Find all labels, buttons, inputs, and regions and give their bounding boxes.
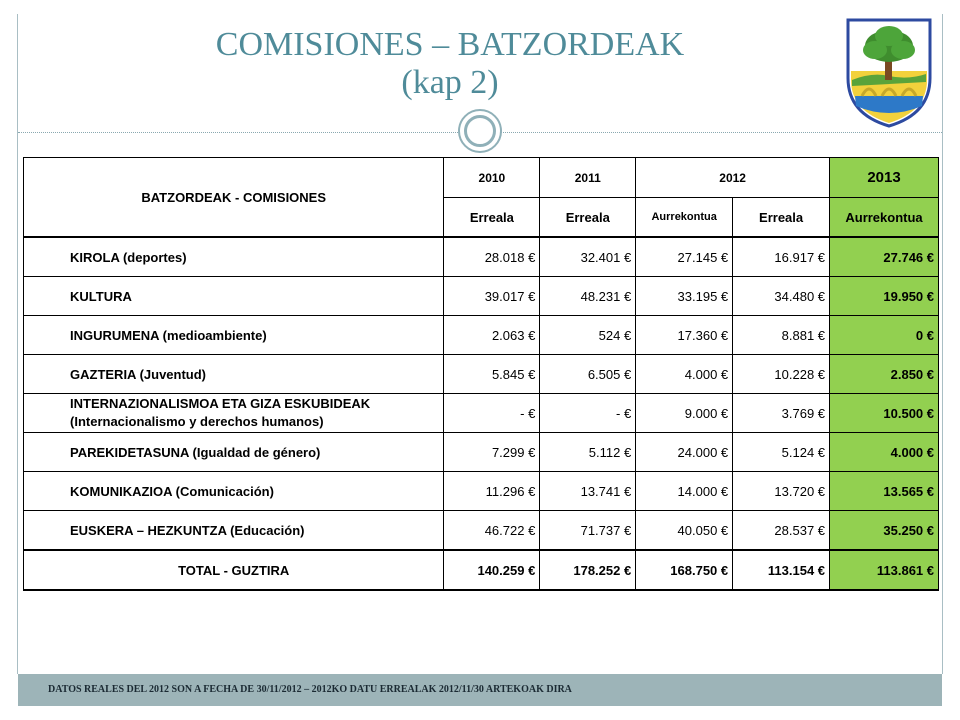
cell-2010: 39.017 € [444, 277, 540, 316]
footer-note: DATOS REALES DEL 2012 SON A FECHA DE 30/11/2012 – 2012KO DATU ERREALAK 2012/11/30 ARTEKOAK DIRA [48, 684, 572, 695]
cell-2010: 11.296 € [444, 472, 540, 511]
row-label-secondary: (Internacionalismo y derechos humanos) [70, 414, 324, 429]
cell-2010: 2.063 € [444, 316, 540, 355]
total-2010: 140.259 € [444, 550, 540, 590]
cell-2013-budget: 35.250 € [830, 511, 939, 551]
cell-2011: - € [540, 394, 636, 433]
cell-2012-budget: 9.000 € [636, 394, 733, 433]
cell-2012-real: 34.480 € [733, 277, 830, 316]
subheader-erreala-2010: Erreala [444, 198, 540, 238]
table-row [24, 394, 939, 433]
cell-2011: 6.505 € [540, 355, 636, 394]
cell-2012-budget: 17.360 € [636, 316, 733, 355]
cell-2012-budget: 14.000 € [636, 472, 733, 511]
cell-2013-budget: 13.565 € [830, 472, 939, 511]
commissions-table [23, 157, 939, 591]
cell-2012-budget: 33.195 € [636, 277, 733, 316]
table-row [24, 316, 939, 355]
year-2012: 2012 [636, 158, 830, 198]
cell-2011: 48.231 € [540, 277, 636, 316]
cell-2010: - € [444, 394, 540, 433]
cell-2012-real: 13.720 € [733, 472, 830, 511]
slide-title: COMISIONES – BATZORDEAK [215, 26, 685, 63]
slide-subtitle: (kap 2) [401, 64, 499, 101]
cell-2012-budget: 24.000 € [636, 433, 733, 472]
row-label: EUSKERA – HEZKUNTZA (Educación) [24, 511, 444, 551]
municipal-crest-logo [842, 16, 936, 128]
cell-2012-budget: 27.145 € [636, 237, 733, 277]
subheader-erreala-2011: Erreala [540, 198, 636, 238]
table-row [24, 237, 939, 277]
decorative-circle-icon [458, 109, 502, 153]
table-row [24, 277, 939, 316]
total-2012-real: 113.154 € [733, 550, 830, 590]
year-2010: 2010 [444, 158, 540, 198]
cell-2013-budget: 0 € [830, 316, 939, 355]
row-label: INGURUMENA (medioambiente) [24, 316, 444, 355]
cell-2010: 7.299 € [444, 433, 540, 472]
table-row [24, 472, 939, 511]
cell-2012-real: 3.769 € [733, 394, 830, 433]
row-label: PAREKIDETASUNA (Igualdad de género) [24, 433, 444, 472]
cell-2010: 28.018 € [444, 237, 540, 277]
cell-2013-budget: 27.746 € [830, 237, 939, 277]
cell-2011: 524 € [540, 316, 636, 355]
frame-left-border [17, 14, 18, 674]
cell-2010: 46.722 € [444, 511, 540, 551]
year-2011: 2011 [540, 158, 636, 198]
header-commissions: BATZORDEAK - COMISIONES [24, 158, 444, 238]
cell-2011: 32.401 € [540, 237, 636, 277]
row-label: INTERNAZIONALISMOA ETA GIZA ESKUBIDEAK [70, 396, 371, 411]
table-total-row [24, 550, 939, 590]
cell-2013-budget: 4.000 € [830, 433, 939, 472]
row-label: GAZTERIA (Juventud) [24, 355, 444, 394]
subheader-aurrekontua-2013: Aurrekontua [830, 198, 939, 238]
cell-2012-real: 28.537 € [733, 511, 830, 551]
total-2012-budget: 168.750 € [636, 550, 733, 590]
cell-2011: 5.112 € [540, 433, 636, 472]
total-label: TOTAL - GUZTIRA [24, 550, 444, 590]
cell-2012-real: 8.881 € [733, 316, 830, 355]
total-2011: 178.252 € [540, 550, 636, 590]
cell-2011: 71.737 € [540, 511, 636, 551]
table-row [24, 355, 939, 394]
cell-2013-budget: 2.850 € [830, 355, 939, 394]
frame-right-border [942, 14, 943, 674]
row-label-multiline [24, 394, 444, 433]
cell-2013-budget: 10.500 € [830, 394, 939, 433]
cell-2012-real: 5.124 € [733, 433, 830, 472]
year-2013: 2013 [830, 158, 939, 198]
total-2013-budget: 113.861 € [830, 550, 939, 590]
cell-2012-budget: 4.000 € [636, 355, 733, 394]
table-row [24, 433, 939, 472]
subheader-erreala-2012: Erreala [733, 198, 830, 238]
cell-2013-budget: 19.950 € [830, 277, 939, 316]
cell-2012-budget: 40.050 € [636, 511, 733, 551]
row-label: KIROLA (deportes) [24, 237, 444, 277]
table-row [24, 511, 939, 551]
cell-2012-real: 16.917 € [733, 237, 830, 277]
row-label: KOMUNIKAZIOA (Comunicación) [24, 472, 444, 511]
subheader-aurrekontua-2012: Aurrekontua [636, 198, 733, 238]
cell-2010: 5.845 € [444, 355, 540, 394]
footer-bar [18, 674, 942, 706]
cell-2012-real: 10.228 € [733, 355, 830, 394]
row-label: KULTURA [24, 277, 444, 316]
cell-2011: 13.741 € [540, 472, 636, 511]
